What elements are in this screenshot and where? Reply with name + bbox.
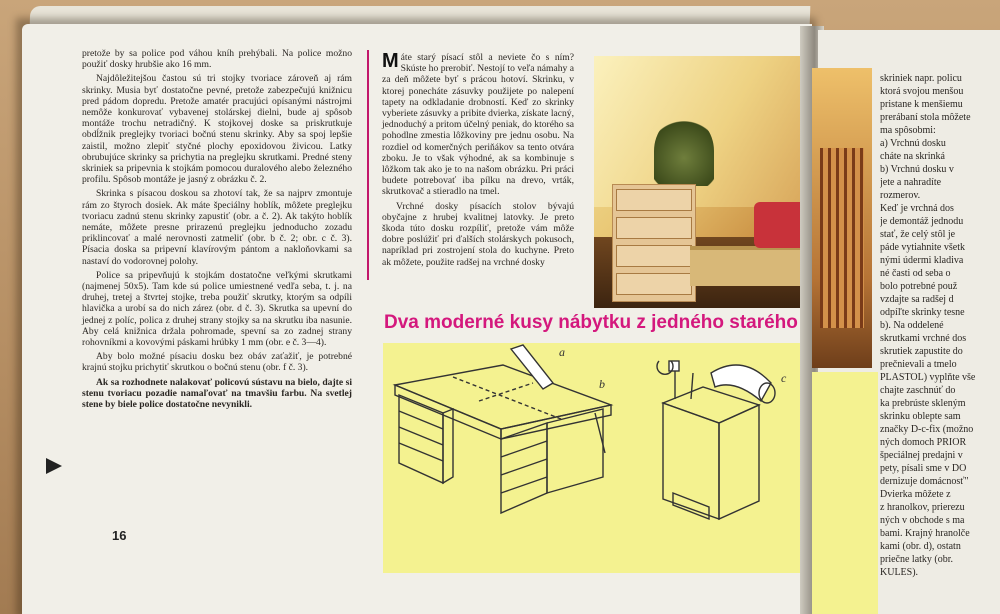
second-paragraph: Vrchné dosky písacích stolov bývajú obyčajne z hrubej kvalitnej latovky. Je preto škoda túto dosku rozpíliť, pretože vám môže dobre poslúžiť pri ďalších stolárskych pokusoch, napríklad pri zostrojení stola do kuchyne. Preto ak môžete, použite radšej na vrchné dosky: [382, 200, 574, 268]
desk-top: [395, 365, 611, 429]
text-line: dernizuje domácnosť": [880, 476, 969, 487]
bed: [690, 246, 816, 286]
text-line: prečnievali a tmelo: [880, 359, 957, 370]
desk-drawing: [383, 343, 810, 573]
paragraph: Ak sa rozhodnete nalakovať policovú sústavu na bielo, dajte si stenu tvoriacu pozadie namaľovať na tmavšiu farbu. Na svetlej stene by biele police dostatočne nevynikli.: [82, 376, 352, 411]
drawer: [616, 245, 692, 267]
article-column-2: [382, 52, 574, 271]
drawer: [616, 273, 692, 295]
page-number: 16: [112, 528, 127, 543]
text-line: jete a nahradíte: [880, 177, 942, 188]
bedroom-photo: [594, 56, 816, 308]
label-c: c: [781, 371, 787, 385]
paragraph: Police sa pripevňujú k stojkám dostatočne veľkými skrutkami (najmenej 50x5). Tam kde sú police umiestnené vedľa seba, t. j. na druhej, tretej a štvrtej stojke, treba použiť skrutky, ktorým sa odpíli hlavička a urobí sa do nich zárez (obr. d č. 3). Skrutka sa upevní do jednej z políc, polica z druhej strany stojky sa na skrutku iba nasunie. Aby celá knižnica držala pohromade, spevní sa zo zadnej strany rohovníkmi a kovovými páskami hrúbky 1 mm (obr. e č. 3—4).: [82, 269, 352, 349]
article-headline: Dva moderné kusy nábytku z jedného starého: [384, 312, 798, 333]
paragraph: Aby bolo možné písaciu dosku bez obáv zaťažiť, je potrebné krajnú stojku prichytiť skrutkou o bočnú stenu (obr. f č. 3).: [82, 351, 352, 374]
drawer: [616, 189, 692, 211]
text-line: ka prebrúste skleným: [880, 398, 966, 409]
text-line: bami. Krajný hranolče: [880, 528, 970, 539]
text-line: rozmerov.: [880, 190, 921, 201]
right-pedestal: [501, 423, 547, 513]
text-line: a) Vrchnú dosku: [880, 138, 946, 149]
slatted-rack: [820, 148, 864, 328]
text-line: chajte zaschnúť do: [880, 385, 956, 396]
text-line: b) Vrchnú dosku v: [880, 164, 954, 175]
lead-paragraph: áte starý písací stôl a neviete čo s ním? Skúste ho prerobiť. Nestojí to veľa námahy a za deň môžete byť s prácou hotoví. Skrinku, v ktorej ponecháte zásuvky použijete po nalepení tapety na odkladanie drobností. Keď zo skrinky vyberiete zásuvky a pribite dvierka, získate lacný, jednoduchý a pritom účelný peniak, do ktorého sa pohodlne zmestia lôžkoviny pre jednu osobu. Na rozdiel od komerčných periňákov sa tento otvára zboku. Je to však výhodné, ak sa kombinuje s lôžkom tak ako je to na našom obrázku. Pri práci budete potrebovať iba pílku na drevo, vrták, skrutkovač a stieradlo na tmel.: [382, 52, 574, 198]
text-line: ných v obchode s ma: [880, 515, 965, 526]
right-page-illustration: [812, 372, 878, 614]
text-line: b). Na oddelené: [880, 320, 944, 331]
label-a: a: [559, 345, 565, 359]
text-line: prerábaní stola môžete: [880, 112, 971, 123]
drop-cap: M: [382, 50, 399, 72]
right-page-photo: [812, 68, 872, 368]
text-line: skrutkami vrchné dos: [880, 333, 967, 344]
text-line: priečne latky (obr.: [880, 554, 954, 565]
converted-cabinet: [612, 184, 696, 302]
text-line: páde vytiahnite všetk: [880, 242, 965, 253]
text-line: kami (obr. d), ostatn: [880, 541, 961, 552]
plant-icon: [654, 116, 714, 186]
section-marker-icon: [46, 458, 62, 474]
text-line: né časti od seba o: [880, 268, 951, 279]
text-line: nými údermi kladiva: [880, 255, 964, 266]
text-line: KULES).: [880, 567, 919, 578]
text-line: pristane k menšiemu: [880, 99, 963, 110]
desk-illustration: [383, 343, 810, 573]
text-line: Dvierka môžete z: [880, 489, 951, 500]
text-line: PLASTOL) vyplňte vše: [880, 372, 976, 383]
text-line: skrutiek zapustite do: [880, 346, 963, 357]
label-b: b: [599, 377, 605, 391]
left-pedestal: [399, 395, 443, 483]
text-line: stať, že celý stôl je: [880, 229, 956, 240]
text-line: odpíľte skrinky tesne: [880, 307, 965, 318]
right-page-column: [880, 72, 1000, 579]
text-line: cháte na skrinká: [880, 151, 945, 162]
paragraph: Najdôležitejšou častou sú tri stojky tvoriace zároveň aj rám skrinky. Musia byť dostatočne pevné, pretože zabezpečujú knižnicu pred pádom dopredu. Pretože amatér pracujúci opísanými nástrojmi nemôže konkurovať vybavenej stolárskej dielni, bude aj spôsob montáže trochu netradičný. K stojkovej doske sa priskrutkuje obdĺžnik preglejky tvoriaci bočnú stenu skrinky. Aby sa spoj lepšie zaistil, možno zlepiť styčné plochy epoxidovou živicou. Latky obrubujúce skrinky sa prichytia na preglejku skrutkami. Predné steny skriniek sa pripevnia k stojkám pomocou duralového alebo železného profilu. Spôsob montáže je jasný z obrázku č. 2.: [82, 73, 352, 186]
text-line: vzdajte sa radšej d: [880, 294, 954, 305]
text-line: ných domoch PRIOR: [880, 437, 967, 448]
text-line: skrinku oblepte sam: [880, 411, 961, 422]
text-line: je demontáž jednodu: [880, 216, 964, 227]
text-line: bolo potrebné použ: [880, 281, 958, 292]
text-line: pety, písali sme v DO: [880, 463, 967, 474]
text-line: Keď je vrchná dos: [880, 203, 954, 214]
text-line: skriniek napr. policu: [880, 73, 962, 84]
text-line: značky D-c-fix (možno: [880, 424, 974, 435]
article-column-1: [82, 48, 352, 413]
text-line: ma spôsobmi:: [880, 125, 936, 136]
text-line: špeciálnej predajni v: [880, 450, 963, 461]
text-line: ktorá svojou menšou: [880, 86, 964, 97]
paragraph: pretože by sa police pod váhou kníh prehýbali. Na police možno použiť dosky hrubšie ako 16 mm.: [82, 48, 352, 71]
paragraph: Skrinka s písacou doskou sa zhotoví tak, že sa najprv zmontuje rám zo štyroch dosiek. Ak máte špeciálny hoblík, môžete preglejku tvoriacu zadnú stenu skrinky zapustiť (obr. a č. 2). Ak takýto hoblík nemáte, môžete presne prirazenú preglejku jednoducho zozadu priklincovať a malé nerovnosti zatmeliť (obr. b č. 2; obr. c č. 3). Písacia doska sa pripevní klavírovým pántom a nakloňovkami sa nastaví do vodorovnej polohy.: [82, 188, 352, 267]
column-rule: [367, 50, 369, 280]
drawer: [616, 217, 692, 239]
small-cabinet: [663, 387, 759, 423]
text-line: z hranolkov, prierezu: [880, 502, 965, 513]
